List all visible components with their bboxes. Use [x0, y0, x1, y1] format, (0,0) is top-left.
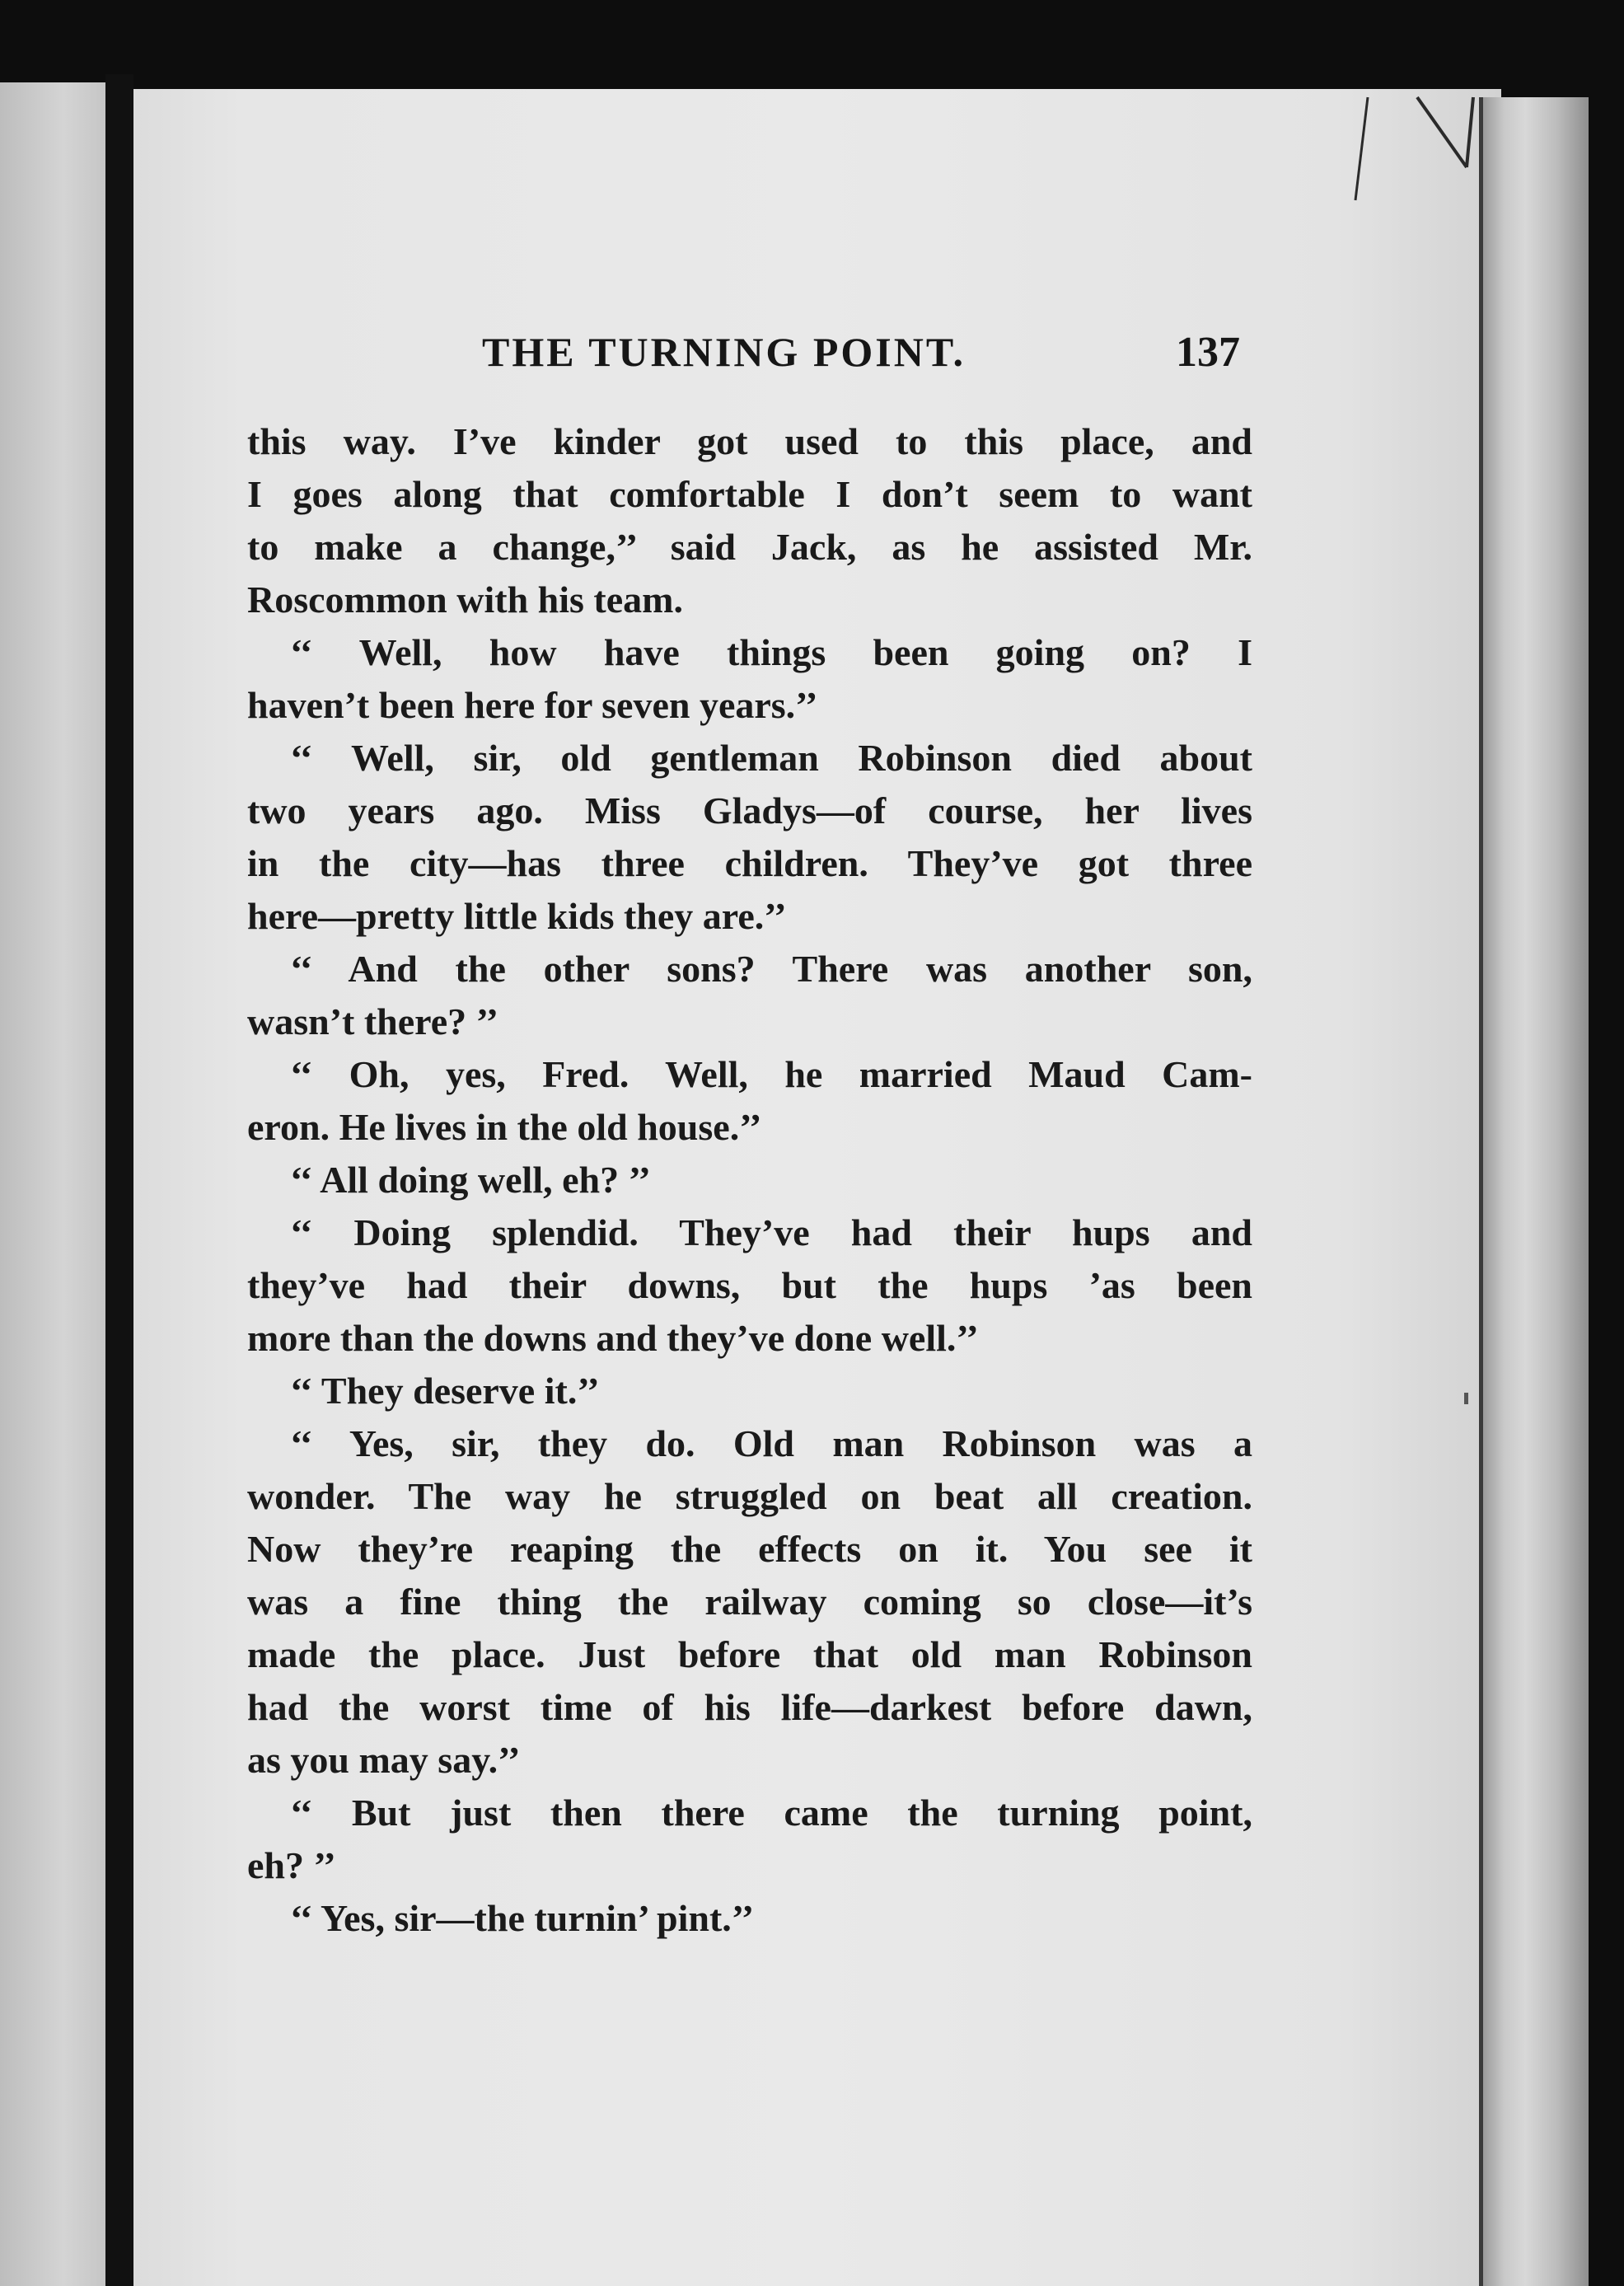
text-line: they’ve had their downs, but the hups ’as been [247, 1264, 1252, 1306]
text-line: haven’t been here for seven years.’’ [247, 684, 818, 726]
text-line: here—pretty little kids they are.’’ [247, 895, 787, 937]
body-text [247, 415, 1252, 1945]
text-line: Now they’re reaping the effects on it. You see it [247, 1528, 1252, 1570]
text-line: I goes along that comfortable I don’t seem to want [247, 473, 1252, 515]
text-line: ‘‘ Yes, sir, they do. Old man Robinson was a [290, 1422, 1252, 1464]
scan-border [1589, 0, 1624, 2286]
margin-mark [1464, 1393, 1468, 1404]
text-line: ‘‘ But just then there came the turning point, [290, 1792, 1252, 1834]
text-line: ‘‘ Well, how have things been going on? I [290, 631, 1252, 673]
facing-page-edge [0, 82, 105, 2286]
text-line: Roscommon with his team. [247, 579, 683, 621]
text-line: eh? ’’ [247, 1844, 336, 1886]
text-line: wonder. The way he struggled on beat all creation. [247, 1475, 1252, 1517]
text-line: eron. He lives in the old house.’’ [247, 1106, 762, 1148]
text-line: this way. I’ve kinder got used to this place, and [247, 420, 1252, 462]
text-line: ‘‘ And the other sons? There was another son, [290, 948, 1252, 990]
text-line: had the worst time of his life—darkest before dawn, [247, 1686, 1252, 1728]
text-line: ‘‘ All doing well, eh? ’’ [290, 1159, 651, 1201]
text-line: made the place. Just before that old man Robinson [247, 1633, 1252, 1675]
book-gutter [105, 74, 133, 2286]
running-head: THE TURNING POINT. [482, 329, 966, 375]
page-header [482, 328, 1240, 386]
text-line: more than the downs and they’ve done well.’’ [247, 1317, 979, 1359]
text-line: ‘‘ Oh, yes, Fred. Well, he married Maud Cam- [290, 1053, 1252, 1095]
text-line: ‘‘ Well, sir, old gentleman Robinson died about [290, 737, 1252, 779]
text-line: ‘‘ Doing splendid. They’ve had their hups and [290, 1211, 1252, 1253]
text-line: in the city—has three children. They’ve got three [247, 842, 1252, 884]
text-line: as you may say.’’ [247, 1739, 521, 1781]
text-line: to make a change,’’ said Jack, as he assisted Mr. [247, 526, 1252, 568]
page-stack-edge [1483, 97, 1589, 2286]
text-line: two years ago. Miss Gladys—of course, her lives [247, 789, 1252, 831]
text-line: ‘‘ They deserve it.’’ [290, 1370, 600, 1412]
corner-fold-mark [1351, 89, 1516, 221]
page-number: 137 [1176, 329, 1240, 376]
text-line: ‘‘ Yes, sir—the turnin’ pint.’’ [290, 1897, 755, 1939]
text-line: was a fine thing the railway coming so close—it’s [247, 1581, 1252, 1623]
text-line: wasn’t there? ’’ [247, 1000, 498, 1042]
